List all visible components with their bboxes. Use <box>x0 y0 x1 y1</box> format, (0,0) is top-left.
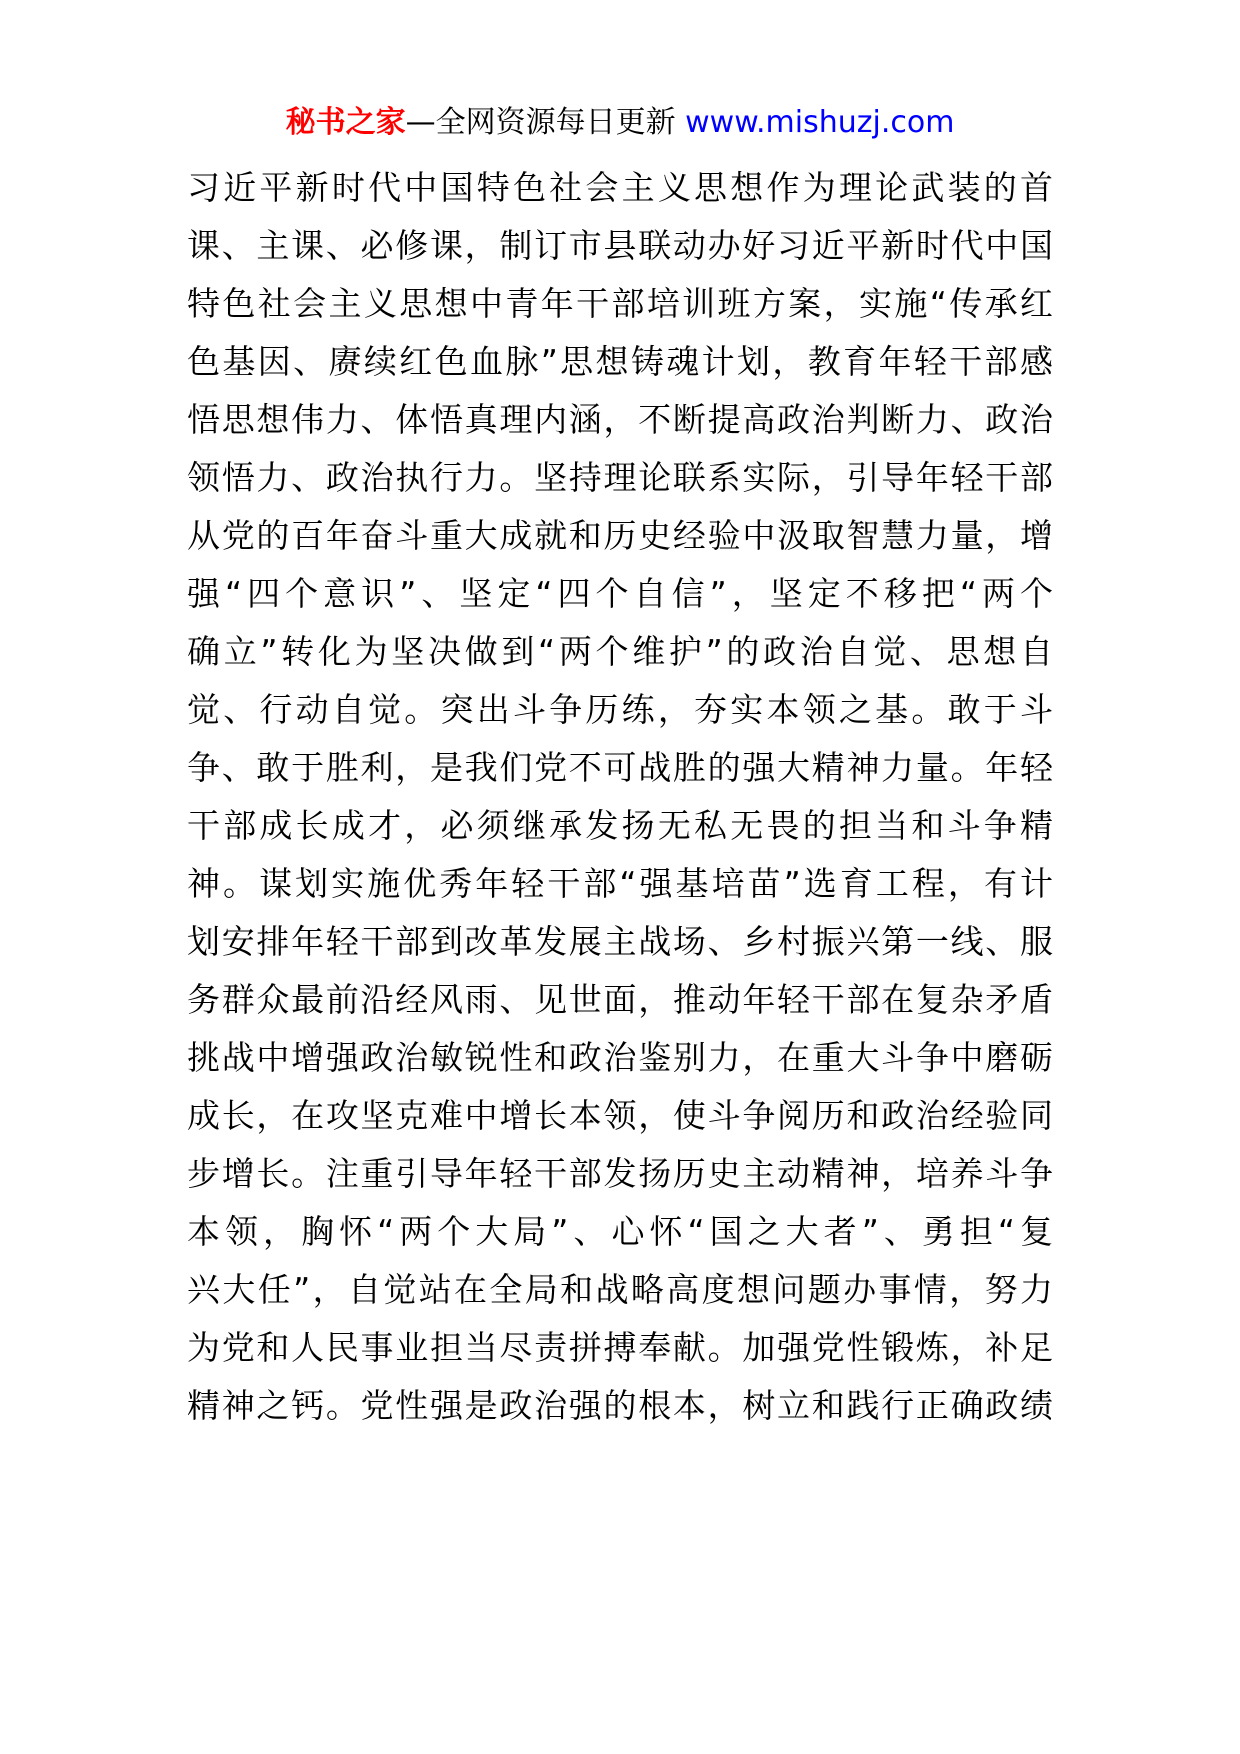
text-line: 步增长。注重引导年轻干部发扬历史主动精神，培养斗争 <box>187 1154 1053 1193</box>
text-line: 神。谋划实施优秀年轻干部“强基培苗”选育工程，有计 <box>187 864 1053 903</box>
text-line: 挑战中增强政治敏锐性和政治鉴别力，在重大斗争中磨砺 <box>187 1038 1053 1077</box>
header-url-link[interactable]: www.mishuzj.com <box>685 105 955 140</box>
text-line: 习近平新时代中国特色社会主义思想作为理论武装的首 <box>187 168 1053 207</box>
text-line: 强“四个意识”、坚定“四个自信”，坚定不移把“两个 <box>187 574 1053 613</box>
text-line: 为党和人民事业担当尽责拼搏奉献。加强党性锻炼，补足 <box>187 1328 1053 1367</box>
header-tagline: —全网资源每日更新 <box>405 105 686 140</box>
text-line: 从党的百年奋斗重大成就和历史经验中汲取智慧力量，增 <box>187 516 1053 555</box>
text-line: 确立”转化为坚决做到“两个维护”的政治自觉、思想自 <box>187 632 1053 671</box>
text-line: 划安排年轻干部到改革发展主战场、乡村振兴第一线、服 <box>187 922 1053 961</box>
text-line: 课、主课、必修课，制订市县联动办好习近平新时代中国 <box>187 226 1053 265</box>
text-line: 干部成长成才，必须继承发扬无私无畏的担当和斗争精 <box>187 806 1053 845</box>
header-brand: 秘书之家 <box>285 105 406 140</box>
text-line: 本领，胸怀“两个大局”、心怀“国之大者”、勇担“复 <box>187 1212 1053 1251</box>
text-line: 务群众最前沿经风雨、见世面，推动年轻干部在复杂矛盾 <box>187 980 1053 1019</box>
text-line: 觉、行动自觉。突出斗争历练，夯实本领之基。敢于斗 <box>187 690 1053 729</box>
page-header <box>0 103 1240 143</box>
text-line: 争、敢于胜利，是我们党不可战胜的强大精神力量。年轻 <box>187 748 1053 787</box>
text-line: 成长，在攻坚克难中增长本领，使斗争阅历和政治经验同 <box>187 1096 1053 1135</box>
text-line: 悟思想伟力、体悟真理内涵，不断提高政治判断力、政治 <box>187 400 1053 439</box>
text-line: 兴大任”，自觉站在全局和战略高度想问题办事情，努力 <box>187 1270 1053 1309</box>
text-line: 精神之钙。党性强是政治强的根本，树立和践行正确政绩 <box>187 1386 1053 1425</box>
text-line: 领悟力、政治执行力。坚持理论联系实际，引导年轻干部 <box>187 458 1053 497</box>
text-line: 特色社会主义思想中青年干部培训班方案，实施“传承红 <box>187 284 1053 323</box>
text-line: 色基因、赓续红色血脉”思想铸魂计划，教育年轻干部感 <box>187 342 1053 381</box>
